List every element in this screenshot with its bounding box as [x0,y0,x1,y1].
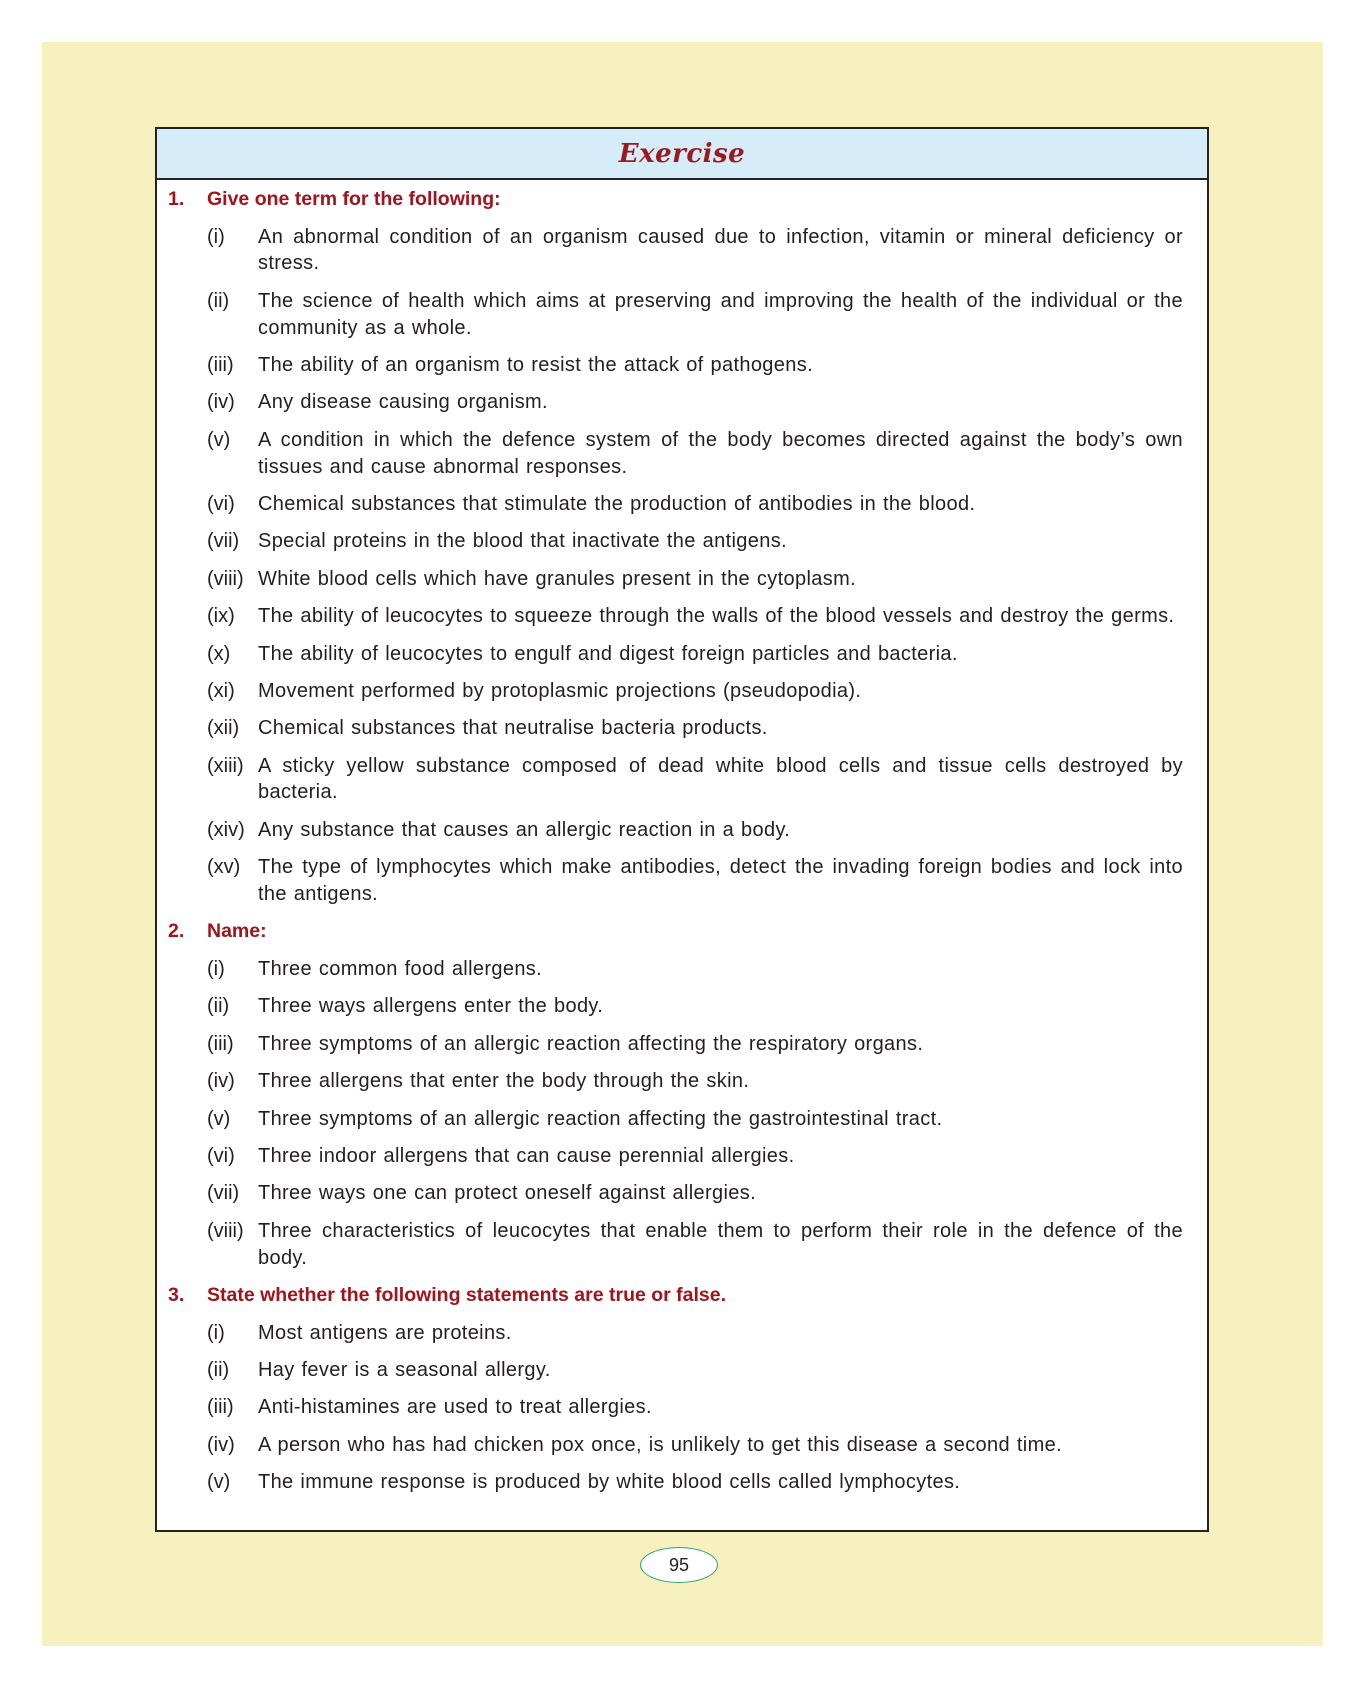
item-number: (i) [207,1321,225,1344]
list-item [157,854,1207,908]
item-number: (xiv) [207,818,245,841]
item-number: (viii) [207,1219,244,1242]
question-2 [157,918,1207,1271]
list-item [157,753,1207,807]
item-text: Any disease causing organism. [258,391,548,414]
list-item [157,1469,1207,1496]
page-title: Exercise [618,138,746,169]
item-number: (ix) [207,605,235,628]
list-item [157,993,1207,1020]
list-item [157,1068,1207,1095]
item-text: White blood cells which have granules present in the cytoplasm. [258,567,857,590]
item-text: The ability of an organism to resist the attack of pathogens. [258,353,813,376]
item-text: The ability of leucocytes to engulf and digest foreign particles and bacteria. [258,642,958,665]
question-3 [157,1282,1207,1496]
item-number: (xv) [207,856,241,879]
item-number: (ii) [207,289,230,312]
item-text: Three common food allergens. [258,958,543,981]
item-text: Three ways allergens enter the body. [258,995,604,1018]
item-number: (v) [207,1471,231,1494]
item-number: (xiii) [207,754,244,777]
list-item [157,1432,1207,1459]
list-item [157,641,1207,668]
item-number: (xii) [207,717,240,740]
list-item [157,1143,1207,1170]
list-item [157,603,1207,630]
item-number: (vii) [207,1182,240,1205]
list-item [157,491,1207,518]
list-item [157,352,1207,379]
question-heading [157,186,1207,213]
item-number: (vii) [207,530,240,553]
item-number: (iv) [207,1433,235,1456]
list-item [157,956,1207,983]
list-item [157,288,1207,342]
item-number: (iv) [207,1070,235,1093]
list-item [157,427,1207,481]
item-number: (i) [207,225,225,248]
item-text: Movement performed by protoplasmic projections (pseudopodia). [258,679,862,702]
list-item [157,389,1207,416]
question-title: Give one term for the following: [207,188,501,210]
item-text: A sticky yellow substance composed of dead white blood cells and tissue cells destroyed by bacteria. [258,754,1183,804]
item-text: Chemical substances that stimulate the production of antibodies in the blood. [258,492,976,515]
list-item [157,1031,1207,1058]
list-item [157,1357,1207,1384]
list-item [157,566,1207,593]
question-number: 1. [168,188,185,210]
item-text: Three allergens that enter the body through the skin. [258,1070,750,1093]
list-item [157,1394,1207,1421]
item-number: (iv) [207,391,235,414]
item-text: The ability of leucocytes to squeeze through the walls of the blood vessels and destroy the germs. [258,605,1175,628]
item-text: A condition in which the defence system of the body becomes directed against the body’s own tissues and cause abnormal responses. [258,428,1183,478]
question-title: State whether the following statements are true or false. [207,1283,727,1306]
question-title: Name: [207,920,267,943]
question-1 [157,186,1207,908]
item-text: Special proteins in the blood that inactivate the antigens. [258,530,787,553]
item-text: Three characteristics of leucocytes that enable them to perform their role in the defence of the body. [258,1219,1183,1269]
item-text: Any substance that causes an allergic reaction in a body. [258,818,791,841]
item-text: The immune response is produced by white blood cells called lymphocytes. [258,1471,961,1494]
question-number: 2. [168,920,185,943]
page-number: 95 [640,1547,718,1583]
item-text: Three symptoms of an allergic reaction affecting the gastrointestinal tract. [258,1107,943,1130]
item-number: (iii) [207,1396,234,1419]
item-text: Anti-histamines are used to treat allergies. [258,1396,652,1419]
list-item [157,1218,1207,1272]
item-number: (iii) [207,1032,234,1055]
item-number: (vi) [207,1144,235,1167]
list-item [157,528,1207,555]
item-text: A person who has had chicken pox once, is unlikely to get this disease a second time. [258,1433,1062,1456]
exercise-box [155,127,1209,1532]
item-text: Most antigens are proteins. [258,1321,512,1344]
item-number: (ii) [207,995,230,1018]
item-text: Three ways one can protect oneself against allergies. [258,1182,757,1205]
item-text: The type of lymphocytes which make antibodies, detect the invading foreign bodies and lock into the antigens. [258,856,1183,906]
list-item [157,817,1207,844]
item-number: (x) [207,642,231,665]
item-text: The science of health which aims at preserving and improving the health of the individual or the community as a whole. [258,289,1183,339]
item-number: (xi) [207,679,235,702]
list-item [157,1320,1207,1347]
list-item [157,1106,1207,1133]
item-number: (vi) [207,492,235,515]
item-number: (iii) [207,353,234,376]
item-text: Three indoor allergens that can cause perennial allergies. [258,1144,795,1167]
question-number: 3. [168,1283,185,1306]
exercise-content [157,186,1207,1507]
question-heading [157,918,1207,945]
item-text: An abnormal condition of an organism caused due to infection, vitamin or mineral deficiency or stress. [258,225,1183,275]
list-item [157,224,1207,278]
item-number: (i) [207,958,225,981]
item-number: (v) [207,428,231,451]
exercise-header [157,129,1207,180]
item-number: (viii) [207,567,244,590]
item-number: (ii) [207,1358,230,1381]
list-item [157,678,1207,705]
item-text: Hay fever is a seasonal allergy. [258,1358,551,1381]
item-number: (v) [207,1107,231,1130]
question-heading [157,1282,1207,1309]
item-text: Three symptoms of an allergic reaction affecting the respiratory organs. [258,1032,924,1055]
list-item [157,1180,1207,1207]
list-item [157,715,1207,742]
item-text: Chemical substances that neutralise bacteria products. [258,717,768,740]
